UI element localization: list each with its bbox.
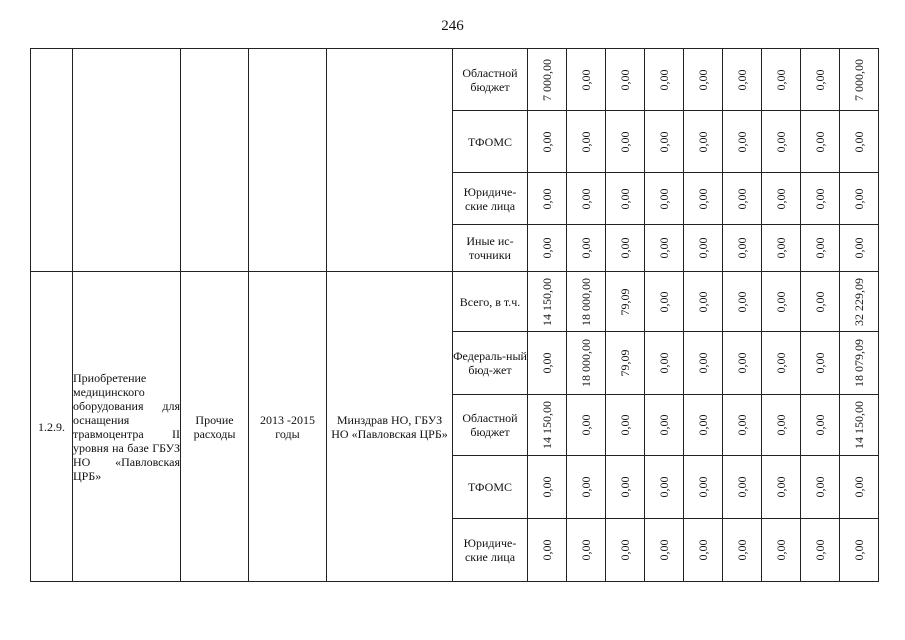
value-cell [606,456,645,519]
value-cell [567,49,606,111]
value-text: 0,00 [774,291,788,312]
value-text: 0,00 [813,69,827,90]
value-cell [840,395,879,456]
value-text: 0,00 [852,539,866,561]
value-text: 0,00 [774,237,788,259]
value-cell [723,173,762,225]
value-cell [723,49,762,111]
value-cell [801,225,840,272]
value-text: 0,00 [618,414,632,436]
value-text: 0,00 [657,414,671,436]
value-text: 0,00 [696,131,710,152]
value-cell [801,395,840,456]
value-cell [762,519,801,582]
funding-source: Иные ис-точники [453,225,528,272]
value-cell [723,395,762,456]
value-text: 0,00 [696,539,710,561]
value-cell [528,272,567,332]
value-cell [684,332,723,395]
value-cell [567,225,606,272]
value-cell [645,395,684,456]
value-text: 0,00 [735,291,749,312]
value-cell [684,395,723,456]
value-cell [762,111,801,173]
expense-type: Прочие расходы [181,272,249,582]
value-text: 0,00 [735,414,749,436]
empty-cell [31,49,73,272]
value-text: 0,00 [774,414,788,436]
value-text: 0,00 [735,237,749,259]
funding-source: Областной бюджет [453,395,528,456]
value-cell [840,272,879,332]
value-cell [528,332,567,395]
value-cell [606,395,645,456]
value-text: 0,00 [774,131,788,152]
value-cell [723,332,762,395]
value-text: 0,00 [579,414,593,436]
empty-cell [327,49,453,272]
value-cell [684,111,723,173]
value-cell [684,225,723,272]
value-text: 14 150,00 [540,277,554,326]
value-text: 0,00 [813,188,827,209]
value-text: 0,00 [579,131,593,152]
value-text: 0,00 [696,69,710,90]
value-text: 0,00 [657,539,671,561]
value-cell [840,225,879,272]
value-cell [606,173,645,225]
value-text: 0,00 [657,188,671,209]
value-cell [840,519,879,582]
value-text: 0,00 [774,476,788,498]
value-cell [801,456,840,519]
funding-source: Всего, в т.ч. [453,272,528,332]
value-cell [840,111,879,173]
value-text: 0,00 [579,69,593,90]
funding-source: Юридиче-ские лица [453,173,528,225]
value-cell [840,49,879,111]
value-cell [567,111,606,173]
value-cell [801,111,840,173]
value-cell [840,456,879,519]
value-text: 0,00 [657,476,671,498]
value-text: 0,00 [813,291,827,312]
value-text: 0,00 [774,188,788,209]
value-cell [528,519,567,582]
funding-source: Областной бюджет [453,49,528,111]
value-text: 0,00 [657,291,671,312]
value-text: 0,00 [579,237,593,259]
value-cell [684,173,723,225]
value-cell [567,332,606,395]
item-executor: Минздрав НО, ГБУЗ НО «Павловская ЦРБ» [327,272,453,582]
value-cell [723,111,762,173]
value-text: 79,09 [618,349,632,377]
value-cell [606,225,645,272]
value-cell [762,173,801,225]
value-text: 0,00 [735,539,749,561]
value-cell [723,225,762,272]
value-cell [762,456,801,519]
empty-cell [249,49,327,272]
value-text: 7 000,00 [540,58,554,101]
value-text: 0,00 [735,352,749,374]
value-text: 0,00 [657,237,671,259]
value-text: 0,00 [852,237,866,259]
value-cell [684,49,723,111]
value-cell [645,332,684,395]
value-cell [606,49,645,111]
funding-source: Юридиче-ские лица [453,519,528,582]
value-text: 0,00 [813,539,827,561]
value-cell [606,519,645,582]
value-cell [528,111,567,173]
value-text: 0,00 [540,352,554,374]
value-text: 0,00 [540,539,554,561]
value-text: 0,00 [852,476,866,498]
value-text: 0,00 [735,69,749,90]
value-cell [645,519,684,582]
value-cell [567,173,606,225]
item-years: 2013 -2015 годы [249,272,327,582]
value-cell [723,456,762,519]
value-cell [645,173,684,225]
value-text: 0,00 [618,539,632,561]
value-text: 0,00 [813,131,827,152]
value-text: 0,00 [618,131,632,152]
value-cell [528,173,567,225]
value-cell [567,456,606,519]
item-name: Приобретение медицинского оборудования для оснащения травмоцентра II уровня на базе ГБУЗ НО «Павловская ЦРБ» [73,272,181,582]
value-cell [645,225,684,272]
value-text: 0,00 [696,188,710,209]
value-text: 0,00 [813,352,827,374]
value-text: 18 079,09 [852,339,866,387]
value-text: 0,00 [618,237,632,259]
value-cell [567,395,606,456]
value-cell [840,173,879,225]
value-text: 0,00 [579,539,593,561]
value-text: 0,00 [735,188,749,209]
value-text: 0,00 [735,476,749,498]
value-cell [840,332,879,395]
value-cell [684,272,723,332]
value-text: 0,00 [657,352,671,374]
value-cell [645,456,684,519]
value-text: 0,00 [657,69,671,90]
value-cell [801,519,840,582]
value-cell [567,519,606,582]
value-cell [762,332,801,395]
value-text: 0,00 [774,352,788,374]
value-cell [801,49,840,111]
value-cell [762,395,801,456]
value-text: 0,00 [774,69,788,90]
value-text: 0,00 [540,188,554,209]
value-cell [762,49,801,111]
empty-cell [181,49,249,272]
value-text: 0,00 [696,291,710,312]
value-text: 0,00 [579,188,593,209]
table-row [31,272,879,332]
value-cell [528,225,567,272]
table-row [31,49,879,111]
value-text: 0,00 [618,188,632,209]
value-cell [723,519,762,582]
item-code: 1.2.9. [31,272,73,582]
value-cell [801,272,840,332]
value-text: 0,00 [774,539,788,561]
funding-source: ТФОМС [453,456,528,519]
value-cell [606,272,645,332]
value-cell [528,456,567,519]
value-text: 0,00 [813,414,827,436]
value-cell [801,332,840,395]
value-text: 0,00 [696,352,710,374]
value-cell [723,272,762,332]
value-text: 0,00 [540,476,554,498]
value-cell [801,173,840,225]
value-cell [762,225,801,272]
value-text: 0,00 [852,131,866,152]
value-text: 7 000,00 [852,58,866,101]
value-cell [528,395,567,456]
value-text: 18 000,00 [579,277,593,326]
value-text: 14 150,00 [540,401,554,449]
value-text: 0,00 [540,131,554,152]
value-text: 79,09 [618,288,632,315]
budget-table [30,48,879,582]
value-cell [645,111,684,173]
value-text: 0,00 [696,237,710,259]
value-cell [606,332,645,395]
funding-source: Федераль-ный бюд-жет [453,332,528,395]
value-text: 32 229,09 [852,277,866,326]
value-text: 0,00 [579,476,593,498]
value-text: 14 150,00 [852,401,866,449]
funding-source: ТФОМС [453,111,528,173]
value-cell [528,49,567,111]
value-text: 0,00 [852,188,866,209]
value-text: 0,00 [657,131,671,152]
value-cell [684,519,723,582]
value-cell [567,272,606,332]
empty-cell [73,49,181,272]
value-cell [645,49,684,111]
value-text: 0,00 [696,476,710,498]
value-text: 18 000,00 [579,339,593,387]
value-text: 0,00 [735,131,749,152]
value-text: 0,00 [696,414,710,436]
value-text: 0,00 [813,476,827,498]
value-text: 0,00 [813,237,827,259]
page-number: 246 [441,18,464,34]
value-cell [606,111,645,173]
value-text: 0,00 [618,476,632,498]
value-cell [762,272,801,332]
value-cell [645,272,684,332]
value-text: 0,00 [618,69,632,90]
value-text: 0,00 [540,237,554,259]
value-cell [684,456,723,519]
